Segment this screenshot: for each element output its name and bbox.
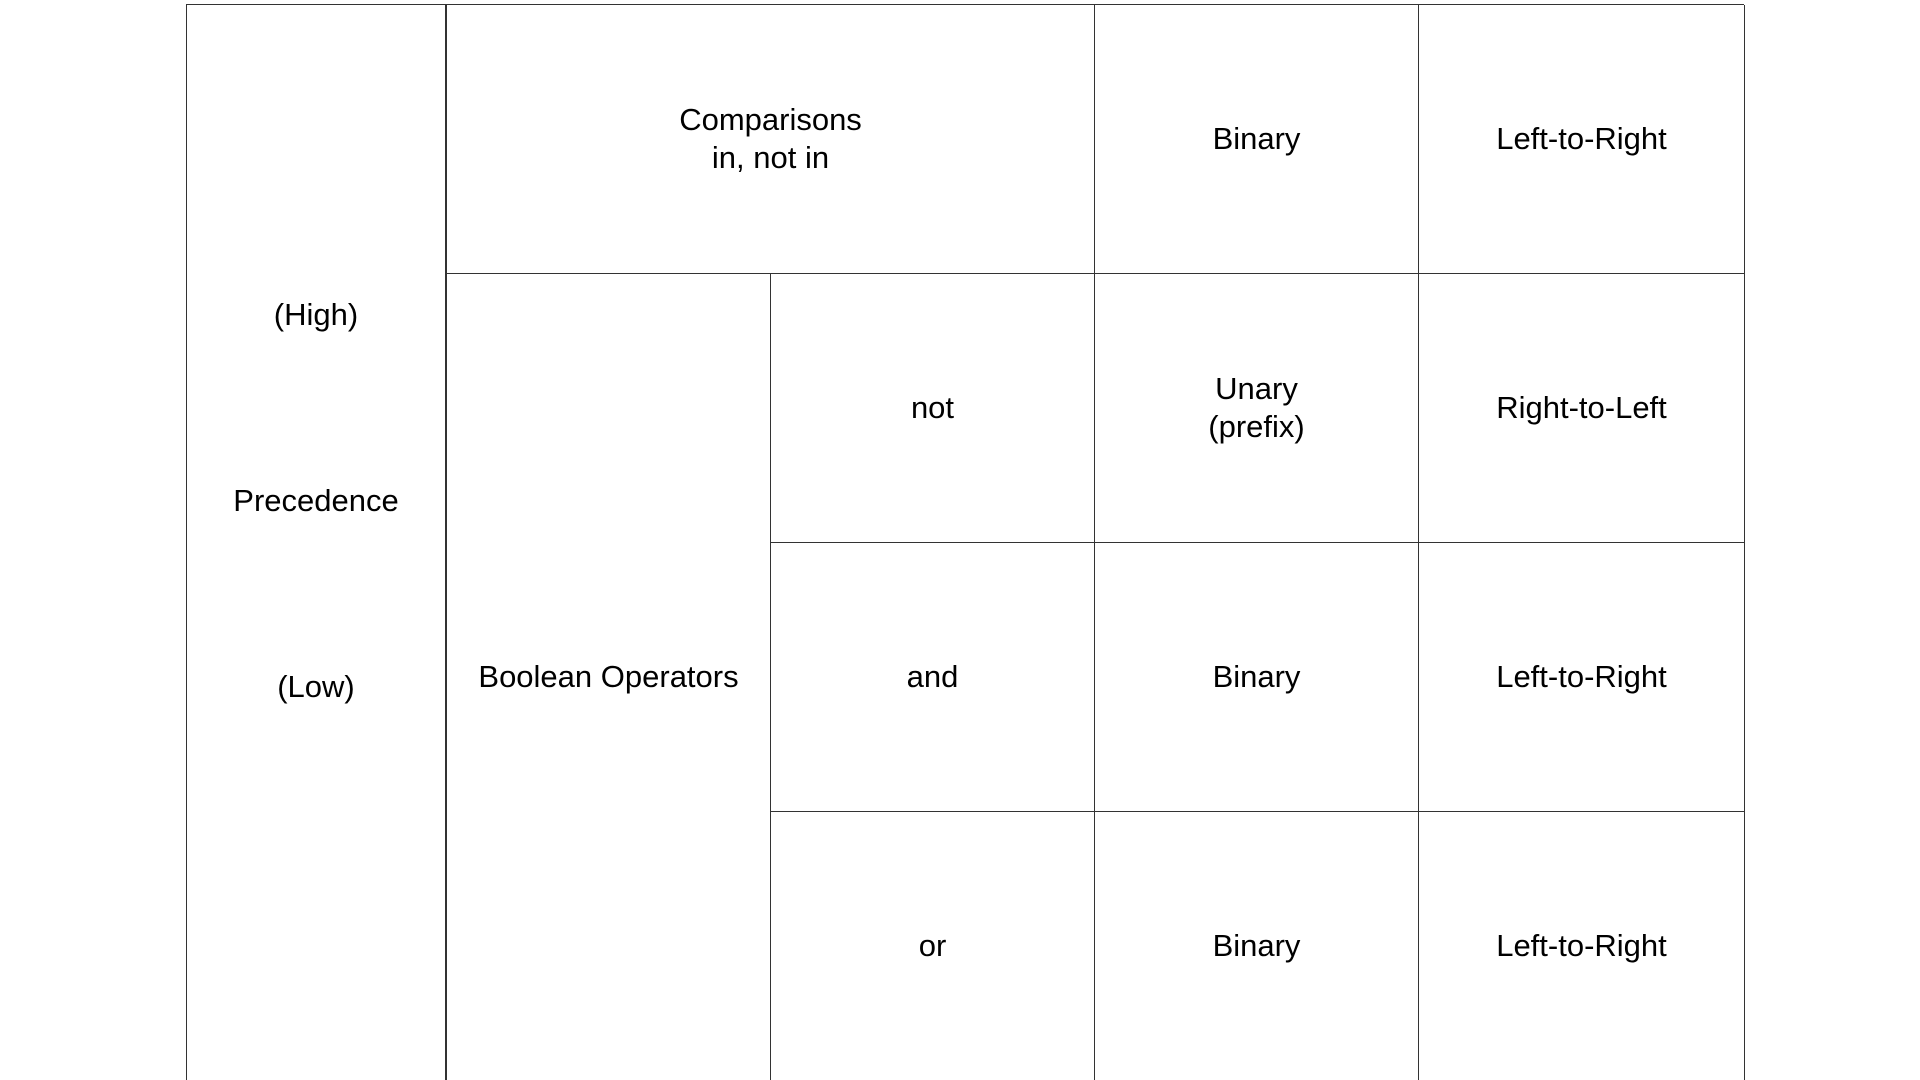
not-operator: not [910, 390, 955, 425]
precedence-table [186, 4, 1744, 1080]
comparisons-line-2: in, not in [711, 140, 830, 175]
and-associativity-cell [1419, 543, 1745, 812]
comparisons-associativity: Left-to-Right [1496, 121, 1667, 156]
precedence-high: (High) [273, 297, 359, 332]
precedence-column [187, 5, 447, 1080]
or-associativity-cell [1419, 812, 1745, 1080]
comparisons-arity-cell [1095, 5, 1419, 274]
not-arity-cell [1095, 274, 1419, 543]
precedence-stack [233, 5, 398, 1080]
and-arity-cell [1095, 543, 1419, 812]
boolean-operators-label: Boolean Operators [478, 659, 739, 694]
and-associativity: Left-to-Right [1496, 659, 1667, 694]
not-arity-line-2: (prefix) [1208, 409, 1305, 444]
precedence-label: Precedence [233, 483, 399, 518]
not-arity-text [1208, 370, 1304, 446]
or-arity-cell [1095, 812, 1419, 1080]
not-operator-cell [771, 274, 1095, 543]
comparisons-line-1: Comparisons [679, 102, 862, 137]
comparisons-arity: Binary [1212, 121, 1301, 156]
or-associativity: Left-to-Right [1496, 928, 1667, 963]
or-arity: Binary [1212, 928, 1301, 963]
and-operator: and [906, 659, 959, 694]
boolean-operators-group-cell [447, 274, 771, 1080]
not-associativity: Right-to-Left [1496, 390, 1667, 425]
comparisons-operator-text [679, 101, 862, 177]
not-associativity-cell [1419, 274, 1745, 543]
or-operator-cell [771, 812, 1095, 1080]
precedence-low: (Low) [277, 669, 355, 704]
not-arity-line-1: Unary [1215, 371, 1298, 406]
comparisons-associativity-cell [1419, 5, 1745, 274]
and-arity: Binary [1212, 659, 1301, 694]
comparisons-operator-cell [447, 5, 1095, 274]
or-operator: or [918, 928, 947, 963]
and-operator-cell [771, 543, 1095, 812]
